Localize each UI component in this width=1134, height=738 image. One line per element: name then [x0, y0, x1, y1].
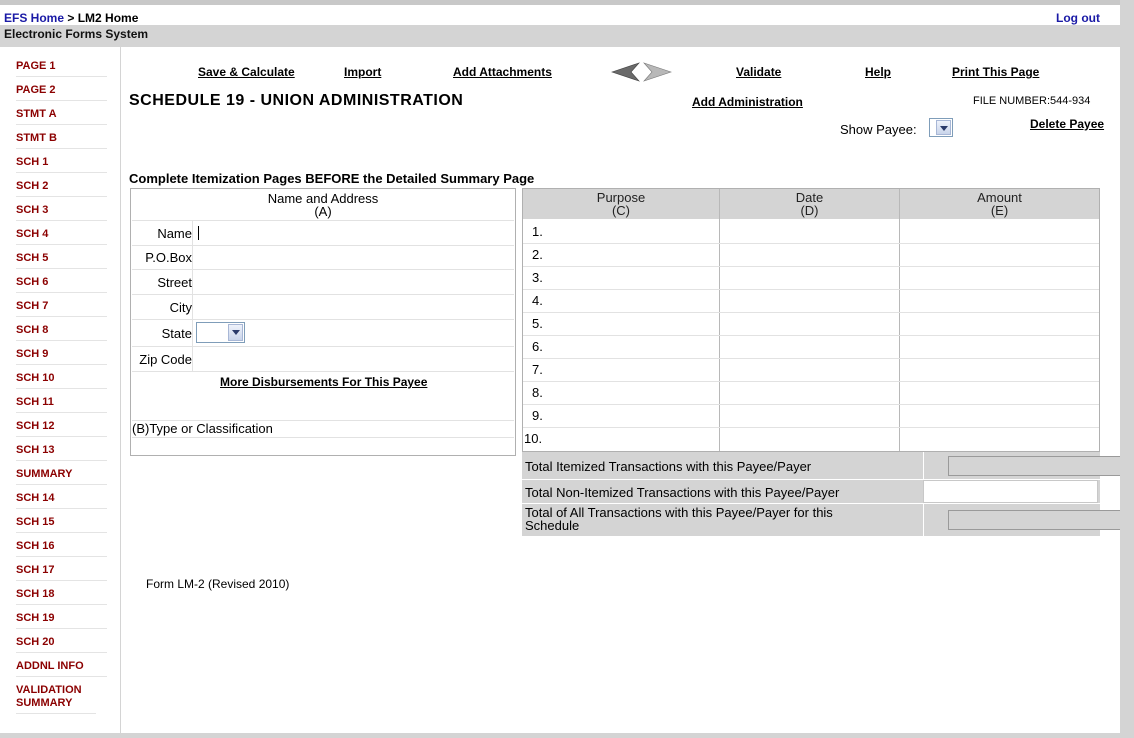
total-all-row [522, 504, 1100, 536]
payee-box [130, 188, 516, 456]
date-header-code: (D) [800, 203, 819, 218]
type-classification-input[interactable] [132, 438, 514, 454]
save-calculate-link[interactable]: Save & Calculate [198, 65, 295, 79]
table-row[interactable] [523, 243, 1099, 267]
city-label: City [169, 300, 192, 315]
total-itemized-cell [923, 452, 1098, 479]
total-non-itemized-label: Total Non-Itemized Transactions with this Payee/Payer [525, 485, 840, 500]
more-disbursements-link[interactable]: More Disbursements For This Payee [220, 375, 428, 389]
chevron-down-icon [228, 324, 243, 341]
state-label: State [161, 326, 192, 341]
validate-link[interactable]: Validate [736, 65, 782, 79]
nav-sch-13[interactable]: SCH 13 [16, 444, 107, 461]
table-row[interactable] [523, 381, 1099, 405]
nav-sch-12[interactable]: SCH 12 [16, 420, 107, 437]
top-bar [0, 0, 1120, 25]
table-row[interactable] [523, 358, 1099, 382]
system-title-bar [0, 25, 1120, 47]
breadcrumb [4, 11, 138, 25]
left-nav [0, 47, 120, 733]
total-non-itemized-row [522, 480, 1100, 503]
nav-sch-14[interactable]: SCH 14 [16, 492, 107, 509]
purpose-header-code: (C) [611, 203, 631, 218]
row-number: 5. [532, 316, 543, 331]
name-input[interactable] [194, 221, 512, 245]
field-divider [192, 221, 193, 245]
row-number: 9. [532, 408, 543, 423]
text-cursor [198, 226, 199, 240]
nav-sch-5[interactable]: SCH 5 [16, 252, 107, 269]
forward-arrow-icon[interactable] [642, 62, 672, 82]
logout-link[interactable]: Log out [1056, 11, 1100, 25]
total-non-itemized-input[interactable] [923, 480, 1098, 503]
nav-stmt-a[interactable]: STMT A [16, 108, 107, 125]
pobox-row [132, 245, 514, 270]
street-row [132, 270, 514, 295]
help-link[interactable]: Help [865, 65, 892, 79]
date-header-label: Date [795, 190, 824, 205]
row-number: 3. [532, 270, 543, 285]
field-divider [192, 347, 193, 371]
nav-validation-summary[interactable]: VALIDATION SUMMARY [16, 684, 96, 714]
date-column-header [720, 189, 899, 219]
street-label: Street [157, 275, 192, 290]
nav-sch-15[interactable]: SCH 15 [16, 516, 107, 533]
efs-home-link[interactable]: EFS Home [4, 11, 65, 25]
nav-sch-6[interactable]: SCH 6 [16, 276, 107, 293]
row-number: 2. [532, 247, 543, 262]
show-payee-select[interactable] [929, 118, 953, 137]
name-label: Name [157, 226, 192, 241]
table-row[interactable] [523, 289, 1099, 313]
nav-stmt-b[interactable]: STMT B [16, 132, 107, 149]
city-row [132, 295, 514, 320]
state-row [132, 320, 514, 347]
nav-sch-8[interactable]: SCH 8 [16, 324, 107, 341]
instruction-text: Complete Itemization Pages BEFORE the Detailed Summary Page [129, 171, 535, 186]
transactions-table [522, 188, 1100, 452]
table-row[interactable] [523, 266, 1099, 290]
pobox-input[interactable] [194, 245, 512, 269]
nav-sch-18[interactable]: SCH 18 [16, 588, 107, 605]
total-all-field [948, 510, 1122, 530]
import-link[interactable]: Import [344, 65, 382, 79]
show-payee-label: Show Payee: [840, 122, 917, 137]
system-title: Electronic Forms System [4, 27, 149, 41]
nav-sch-4[interactable]: SCH 4 [16, 228, 107, 245]
row-number: 1. [532, 224, 543, 239]
row-number: 10. [524, 431, 543, 446]
nav-page-1[interactable]: PAGE 1 [16, 60, 107, 77]
field-divider [192, 245, 193, 269]
table-row[interactable] [523, 312, 1099, 336]
payee-header-code: (A) [314, 204, 332, 219]
nav-sch-10[interactable]: SCH 10 [16, 372, 107, 389]
type-classification-label: (B)Type or Classification [132, 420, 514, 438]
nav-sch-2[interactable]: SCH 2 [16, 180, 107, 197]
nav-summary[interactable]: SUMMARY [16, 468, 107, 485]
add-administration-link[interactable]: Add Administration [692, 95, 803, 109]
nav-addnl-info[interactable]: ADDNL INFO [16, 660, 107, 677]
purpose-column-header [523, 189, 719, 219]
nav-sch-1[interactable]: SCH 1 [16, 156, 107, 173]
back-arrow-icon[interactable] [611, 62, 641, 82]
nav-sch-9[interactable]: SCH 9 [16, 348, 107, 365]
row-number: 8. [532, 385, 543, 400]
total-itemized-label: Total Itemized Transactions with this Payee/Payer [525, 459, 812, 474]
delete-payee-link[interactable]: Delete Payee [1030, 117, 1105, 131]
name-row [132, 220, 514, 246]
street-input[interactable] [194, 270, 512, 294]
pobox-label: P.O.Box [145, 250, 192, 265]
nav-sch-7[interactable]: SCH 7 [16, 300, 107, 317]
payee-header [131, 189, 515, 218]
table-row[interactable] [523, 427, 1099, 450]
table-row[interactable] [523, 220, 1099, 244]
row-number: 7. [532, 362, 543, 377]
city-input[interactable] [194, 295, 512, 319]
main-panel [121, 47, 1120, 733]
amount-header-code: (E) [990, 203, 1009, 218]
breadcrumb-current: LM2 Home [77, 11, 139, 25]
state-select[interactable] [196, 322, 245, 343]
nav-sch-3[interactable]: SCH 3 [16, 204, 107, 221]
amount-column-header [900, 189, 1099, 219]
nav-sch-19[interactable]: SCH 19 [16, 612, 107, 629]
form-footer: Form LM-2 (Revised 2010) [146, 577, 290, 591]
zip-input[interactable] [194, 347, 512, 371]
field-divider [192, 295, 193, 319]
table-row[interactable] [523, 404, 1099, 428]
nav-sch-20[interactable]: SCH 20 [16, 636, 107, 653]
total-all-label: Total of All Transactions with this Payee/Payer for this Schedule [525, 505, 833, 533]
file-number: FILE NUMBER:544-934 [973, 95, 1091, 107]
print-page-link[interactable]: Print This Page [952, 65, 1040, 79]
table-row[interactable] [523, 335, 1099, 359]
field-divider [192, 270, 193, 294]
chevron-down-icon [936, 120, 951, 135]
field-divider [192, 320, 193, 346]
right-edge [1120, 0, 1134, 738]
nav-sch-17[interactable]: SCH 17 [16, 564, 107, 581]
row-number: 6. [532, 339, 543, 354]
breadcrumb-separator: > [67, 11, 75, 25]
amount-header-label: Amount [977, 190, 1022, 205]
add-attachments-link[interactable]: Add Attachments [453, 65, 552, 79]
payee-header-title: Name and Address [267, 191, 379, 206]
zip-label: Zip Code [139, 352, 192, 367]
zip-row [132, 347, 514, 372]
page-title: SCHEDULE 19 - UNION ADMINISTRATION [129, 92, 464, 109]
total-all-cell [923, 504, 1098, 536]
nav-sch-11[interactable]: SCH 11 [16, 396, 107, 413]
total-itemized-row [522, 452, 1100, 479]
nav-page-2[interactable]: PAGE 2 [16, 84, 107, 101]
nav-sch-16[interactable]: SCH 16 [16, 540, 107, 557]
total-itemized-field [948, 456, 1122, 476]
purpose-header-label: Purpose [596, 190, 646, 205]
row-number: 4. [532, 293, 543, 308]
